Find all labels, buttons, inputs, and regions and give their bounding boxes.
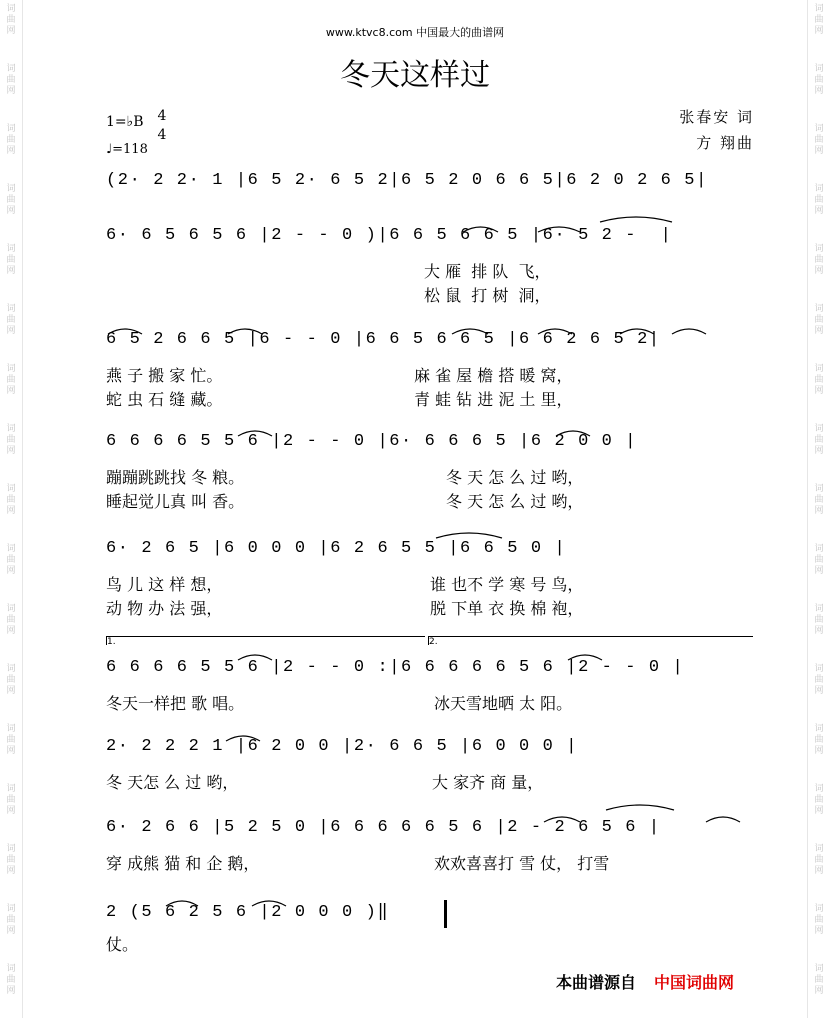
time-signature bbox=[156, 107, 168, 145]
lyric-line: 冰天雪地晒 太 阳。 bbox=[434, 694, 573, 713]
source-site: 中国词曲网 bbox=[653, 973, 734, 992]
notation-line: 6 5 2 6 6 5 |6 - - 0 |6 6 5 6 6 5 |6 6 2 6 5 2| bbox=[106, 330, 661, 349]
right-watermark-strip bbox=[807, 0, 830, 1018]
watermark-text: 词 曲 网 bbox=[814, 544, 824, 576]
watermark-text: 词 曲 网 bbox=[6, 304, 16, 336]
watermark-text: 词 曲 网 bbox=[814, 64, 824, 96]
watermark-text: 词 曲 网 bbox=[6, 424, 16, 456]
watermark-text: 词 曲 网 bbox=[814, 604, 824, 636]
notation-line: 2 (5 6 2 5 6 |2 0 0 0 )‖ bbox=[106, 903, 390, 922]
lyric-line: 冬 天怎 么 过 哟， bbox=[106, 773, 239, 792]
lyric-line: 松 鼠 打 树 洞， bbox=[424, 286, 551, 305]
watermark-text: 词 曲 网 bbox=[814, 904, 824, 936]
key-signature: 1=♭B bbox=[106, 114, 144, 130]
tempo-marking: ♩=118 bbox=[106, 142, 148, 157]
watermark-text: 词 曲 网 bbox=[814, 844, 824, 876]
notation-line: 6· 2 6 5 |6 0 0 0 |6 2 6 5 5 |6 6 5 0 | bbox=[106, 539, 567, 558]
composer-credit: 方 翔曲 bbox=[696, 134, 754, 152]
volta-bracket: 2. bbox=[428, 636, 753, 645]
lyric-line: 麻 雀 屋 檐 搭 暖 窝， bbox=[414, 366, 573, 385]
watermark-text: 词 曲 网 bbox=[814, 964, 824, 996]
lyric-line: 蛇 虫 石 缝 藏。 bbox=[106, 390, 223, 409]
watermark-text: 词 曲 网 bbox=[6, 124, 16, 156]
left-watermark-strip bbox=[0, 0, 23, 1018]
notation-line: (2· 2 2· 1 |6 5 2· 6 5 2|6 5 2 0 6 6 5|6 2 0 2 6 5| bbox=[106, 171, 708, 190]
lyric-line: 睡起觉儿真 叫 香。 bbox=[106, 492, 245, 511]
lyric-line: 冬 天 怎 么 过 哟， bbox=[446, 468, 584, 487]
notation-line: 6· 2 6 6 |5 2 5 0 |6 6 6 6 6 5 6 |2 - 2 6 5 6 | bbox=[106, 818, 661, 837]
notation-line: 6· 6 5 6 5 6 |2 - - 0 )|6 6 5 6 6 5 |6· 5 2 - | bbox=[106, 226, 673, 245]
watermark-text: 词 曲 网 bbox=[6, 904, 16, 936]
lyric-line: 蹦蹦跳跳找 冬 粮。 bbox=[106, 468, 245, 487]
lyric-line: 仗。 bbox=[106, 935, 139, 954]
watermark-text: 词 曲 网 bbox=[6, 364, 16, 396]
notation-line: 6 6 6 6 5 5 6 |2 - - 0 |6· 6 6 6 5 |6 2 0 0 | bbox=[106, 432, 638, 451]
watermark-text: 词 曲 网 bbox=[6, 964, 16, 996]
watermark-text: 词 曲 网 bbox=[814, 184, 824, 216]
slur-tie bbox=[606, 805, 674, 810]
lyric-line: 欢欢喜喜打 雪 仗， 打雪 bbox=[434, 854, 610, 873]
watermark-text: 词 曲 网 bbox=[6, 64, 16, 96]
watermark-text: 词 曲 网 bbox=[814, 304, 824, 336]
slur-tie bbox=[600, 217, 672, 222]
watermark-text: 词 曲 网 bbox=[6, 844, 16, 876]
watermark-text: 词 曲 网 bbox=[814, 364, 824, 396]
watermark-text: 词 曲 网 bbox=[814, 424, 824, 456]
lyric-line: 冬 天 怎 么 过 哟， bbox=[446, 492, 584, 511]
lyric-line: 动 物 办 法 强， bbox=[106, 599, 223, 618]
watermark-text: 词 曲 网 bbox=[814, 4, 824, 36]
volta-bracket: 1. bbox=[106, 636, 425, 645]
lyric-line: 大 家齐 商 量， bbox=[432, 773, 544, 792]
watermark-text: 词 曲 网 bbox=[814, 484, 824, 516]
watermark-text: 词 曲 网 bbox=[814, 664, 824, 696]
watermark-text: 词 曲 网 bbox=[814, 784, 824, 816]
source-label: 本曲谱源自 bbox=[555, 973, 636, 992]
lyric-line: 谁 也不 学 寒 号 鸟， bbox=[430, 575, 584, 594]
watermark-text: 词 曲 网 bbox=[6, 664, 16, 696]
watermark-text: 词 曲 网 bbox=[6, 784, 16, 816]
watermark-text: 词 曲 网 bbox=[6, 4, 16, 36]
watermark-text: 词 曲 网 bbox=[6, 484, 16, 516]
site-header: www.ktvc8.com 中国最大的曲谱网 bbox=[325, 26, 505, 39]
watermark-text: 词 曲 网 bbox=[814, 244, 824, 276]
footer-source bbox=[556, 970, 734, 993]
watermark-text: 词 曲 网 bbox=[6, 184, 16, 216]
lyric-line: 鸟 儿 这 样 想， bbox=[106, 575, 223, 594]
song-title: 冬天这样过 bbox=[340, 58, 490, 93]
watermark-text: 词 曲 网 bbox=[814, 124, 824, 156]
watermark-text: 词 曲 网 bbox=[6, 604, 16, 636]
notation-line: 6 6 6 6 5 5 6 |2 - - 0 :|6 6 6 6 6 5 6 |2 - - 0 | bbox=[106, 658, 685, 677]
final-barline bbox=[444, 900, 447, 928]
watermark-text: 词 曲 网 bbox=[6, 544, 16, 576]
quarter-note-icon: ♩ bbox=[106, 142, 113, 157]
time-signature-bottom: 4 bbox=[157, 127, 167, 143]
watermark-text: 词 曲 网 bbox=[814, 724, 824, 756]
watermark-text: 词 曲 网 bbox=[6, 724, 16, 756]
watermark-text: 词 曲 网 bbox=[6, 244, 16, 276]
lyric-line: 穿 成熊 猫 和 企 鹅， bbox=[106, 854, 260, 873]
lyric-line: 脱 下单 衣 换 棉 袍， bbox=[430, 599, 584, 618]
slur-tie bbox=[436, 533, 502, 538]
lyric-line: 冬天一样把 歌 唱。 bbox=[106, 694, 245, 713]
notation-line: 2· 2 2 2 1 |6 2 0 0 |2· 6 6 5 |6 0 0 0 | bbox=[106, 737, 579, 756]
lyric-line: 燕 子 搬 家 忙。 bbox=[106, 366, 223, 385]
lyric-line: 大 雁 排 队 飞， bbox=[424, 262, 551, 281]
lyric-line: 青 蛙 钻 进 泥 土 里， bbox=[414, 390, 573, 409]
time-signature-top: 4 bbox=[157, 108, 167, 124]
lyricist-credit: 张春安 词 bbox=[679, 108, 754, 126]
